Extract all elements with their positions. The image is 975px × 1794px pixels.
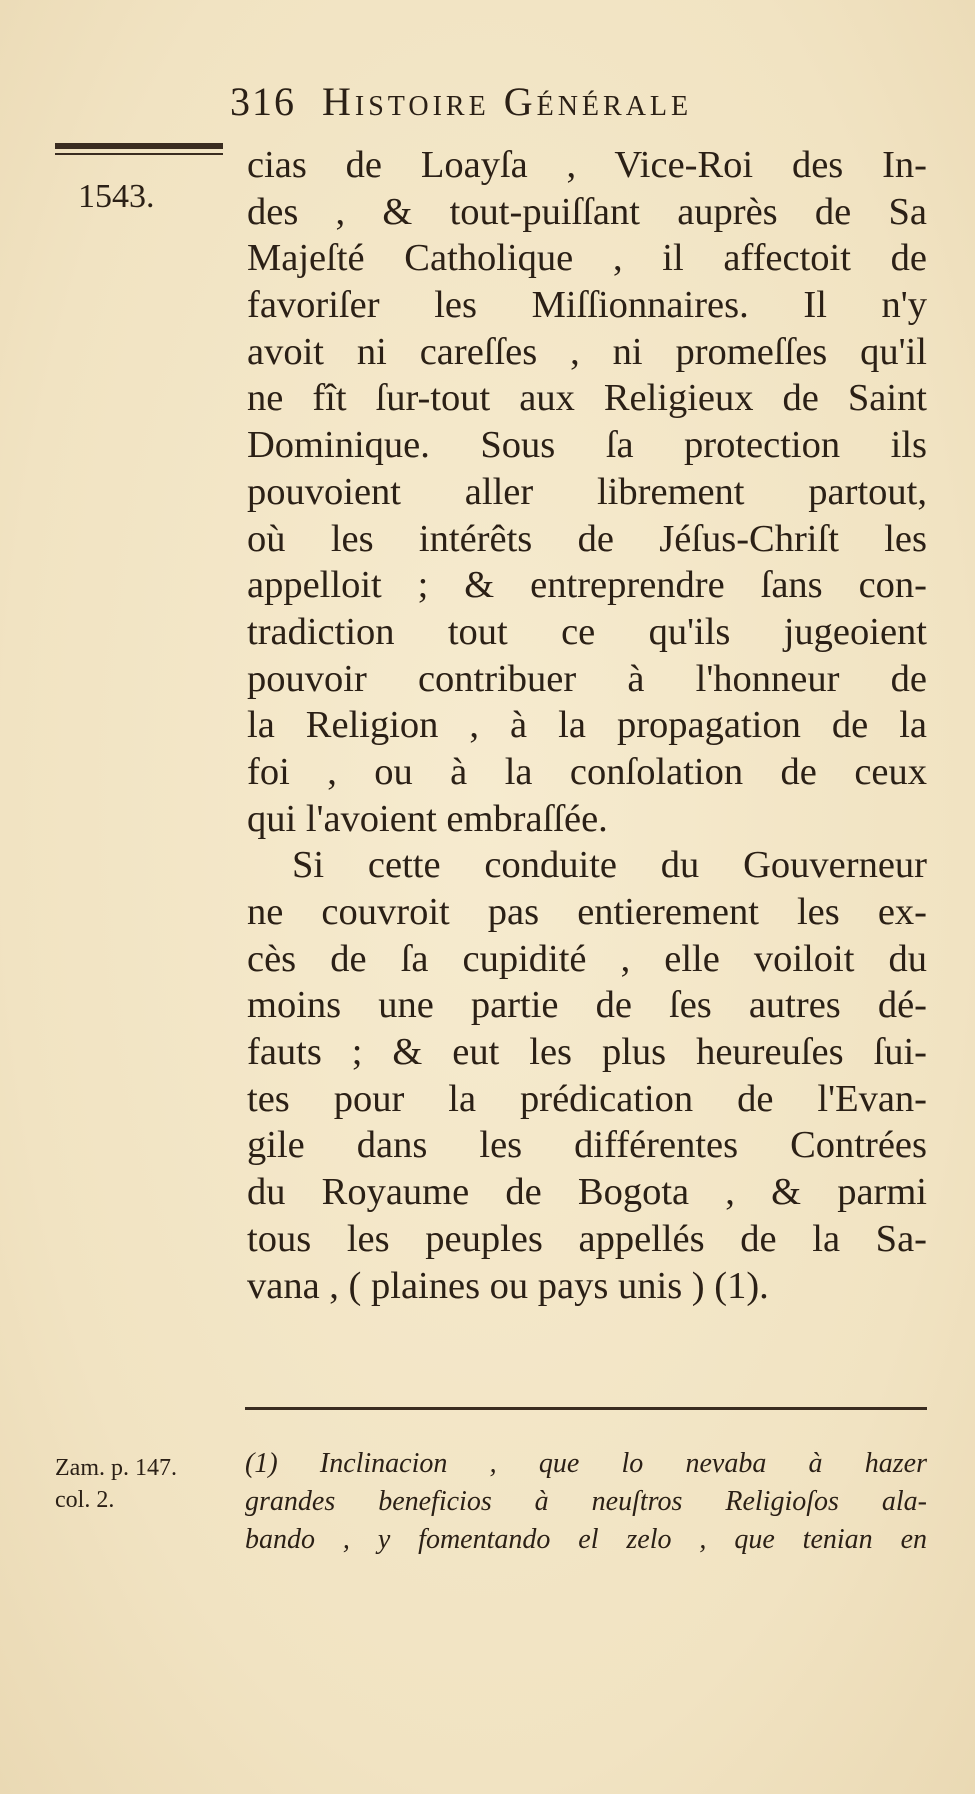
footnote-line: grandes beneficios à neuſtros Religioſos ala- <box>245 1486 927 1517</box>
body-line: gile dans les différentes Contrées <box>247 1124 927 1167</box>
body-line: Majeſté Catholique , il affectoit de <box>247 237 927 280</box>
body-line: fauts ; & eut les plus heureuſes ſui- <box>247 1031 927 1074</box>
body-line: tous les peuples appellés de la Sa- <box>247 1217 927 1260</box>
footnote-separator <box>245 1407 927 1410</box>
header-ornament-rule <box>55 143 223 149</box>
running-title: Histoire Générale <box>322 79 693 124</box>
footnote-line: (1) Inclinacion , que lo nevaba à hazer <box>245 1448 927 1479</box>
margin-footnote-reference <box>55 1452 177 1516</box>
body-line: ne fît ſur-tout aux Religieux de Saint <box>247 377 927 420</box>
body-line: tradiction tout ce qu'ils jugeoient <box>247 610 927 653</box>
body-line: des , & tout-puiſſant auprès de Sa <box>247 190 927 233</box>
body-line: cias de Loayſa , Vice-Roi des In- <box>247 144 927 186</box>
body-line: vana , ( plaines ou pays unis ) (1). <box>247 1264 769 1307</box>
page-number: 316 <box>230 79 296 124</box>
margin-year: 1543. <box>78 178 155 215</box>
footnote-line: bando , y fomentando el zelo , que tenian en <box>245 1524 927 1555</box>
body-line: pouvoir contribuer à l'honneur de <box>247 657 927 700</box>
footnote <box>245 1445 927 1559</box>
body-line: où les intérêts de Jéſus-Chriſt les <box>247 517 927 560</box>
body-line: appelloit ; & entreprendre ſans con- <box>247 564 927 607</box>
body-line: qui l'avoient embraſſée. <box>247 797 608 840</box>
body-line: ne couvroit pas entierement les ex- <box>247 891 927 933</box>
margin-ref-line: col. 2. <box>55 1487 115 1513</box>
body-line: moins une partie de ſes autres dé- <box>247 984 927 1027</box>
body-line: avoit ni careſſes , ni promeſſes qu'il <box>247 330 927 373</box>
body-line: foi , ou à la conſolation de ceux <box>247 750 927 793</box>
header-ornament-rule-thin <box>55 153 223 155</box>
body-line: Dominique. Sous ſa protection ils <box>247 424 927 467</box>
body-line: favoriſer les Miſſionnaires. Il n'y <box>247 284 927 327</box>
body-line: tes pour la prédication de l'Evan- <box>247 1077 927 1120</box>
body-line: du Royaume de Bogota , & parmi <box>247 1171 927 1214</box>
running-header <box>230 78 692 125</box>
body-line: la Religion , à la propagation de la <box>247 704 927 747</box>
body-line: pouvoient aller librement partout, <box>247 470 927 513</box>
body-text <box>247 142 927 1309</box>
body-line: Si cette conduite du Gouverneur <box>292 844 927 887</box>
margin-ref-line: Zam. p. 147. <box>55 1455 177 1481</box>
body-line: cès de ſa cupidité , elle voiloit du <box>247 937 927 980</box>
